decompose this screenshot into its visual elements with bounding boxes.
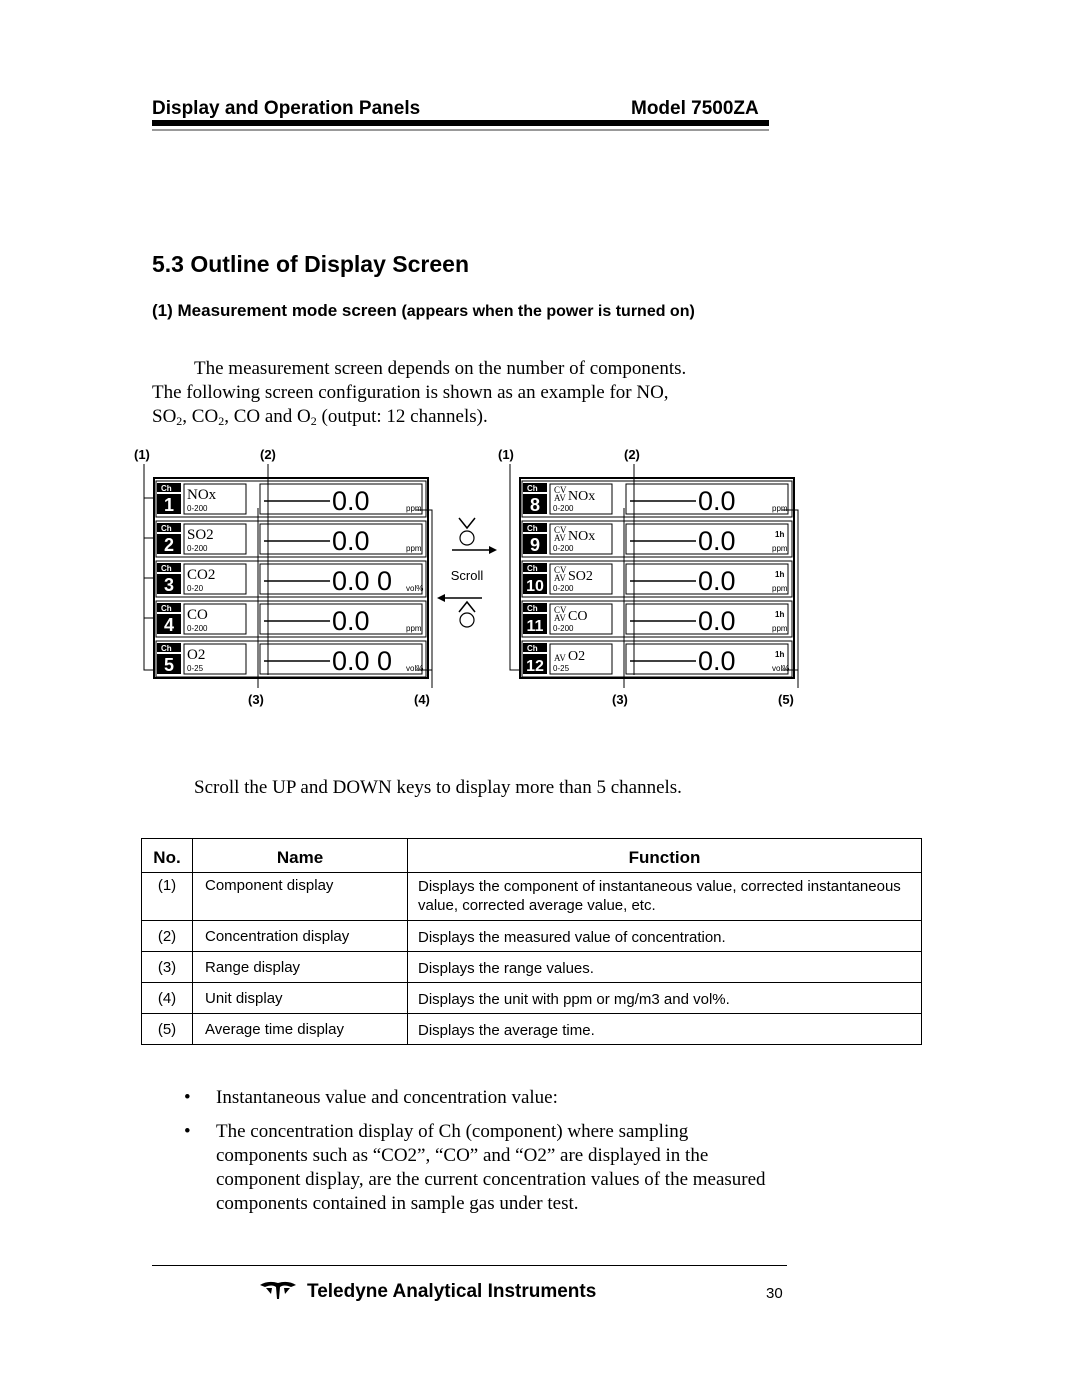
concentration-value: 0.0 — [698, 486, 736, 516]
scroll-note: Scroll the UP and DOWN keys to display more than 5 channels. — [194, 777, 682, 798]
component-name: NOx — [187, 487, 217, 503]
concentration-value: 0.0 — [332, 486, 370, 516]
component-name: NOx — [568, 529, 596, 544]
row-name: Range display — [193, 952, 408, 983]
range-text: 0-200 — [187, 504, 208, 513]
row-no: (3) — [142, 952, 193, 983]
callout-2: (2) — [624, 447, 640, 462]
component-name: O2 — [568, 649, 586, 664]
ch-label: Ch — [161, 484, 172, 493]
channel-number: 1 — [163, 495, 175, 515]
component-name: SO2 — [187, 527, 214, 543]
channel-number: 8 — [529, 495, 541, 515]
ch-label: Ch — [527, 644, 538, 653]
intro-line-3: $SO_2$, $CO_2$, CO and $O_2$ (output: 12 channels). — [152, 406, 488, 428]
range-text: 0-25 — [187, 664, 204, 673]
component-name: NOx — [568, 489, 596, 504]
intro-line-1: The measurement screen depends on the number of components. — [194, 358, 687, 379]
callout-4: (4) — [414, 692, 430, 707]
average-time: 1h — [775, 530, 785, 539]
average-time: 1h — [775, 650, 785, 659]
channel-number: 3 — [163, 575, 175, 595]
subsection-title — [152, 299, 772, 323]
bullet-text-2: The concentration display of Ch (component) where sampling components such as “CO2”, “CO” and “O2” are displayed in the component display, are the current concentration values of the measured components contained in sample gas under test. — [216, 1121, 766, 1214]
table-row — [142, 952, 922, 983]
av-label: AV — [554, 493, 566, 503]
range-text: 0-200 — [553, 584, 574, 593]
table-header-row — [142, 839, 922, 873]
row-no: (4) — [142, 983, 193, 1014]
running-header-left: Display and Operation Panels — [152, 98, 421, 119]
channel-number: 9 — [529, 535, 541, 555]
row-no: (1) — [142, 873, 193, 921]
cv-label: CV — [554, 525, 567, 535]
intro-paragraph — [152, 357, 772, 433]
av-label: AV — [554, 533, 566, 543]
unit-text: ppm — [772, 504, 788, 513]
key-circle-icon — [460, 531, 474, 545]
row-name: Unit display — [193, 983, 408, 1014]
component-name: CO — [568, 609, 588, 624]
av-label: AV — [554, 573, 566, 583]
channel-number: 12 — [526, 658, 544, 675]
subsection-main: (1) Measurement mode screen — [152, 301, 397, 320]
concentration-value: 0.0 — [698, 526, 736, 556]
function-table — [141, 838, 922, 1045]
average-time: 1h — [775, 610, 785, 619]
ch-label: Ch — [161, 524, 172, 533]
average-time: 1h — [775, 570, 785, 579]
row-name: Average time display — [193, 1014, 408, 1045]
component-name: CO2 — [187, 567, 216, 583]
running-header-right: Model 7500ZA — [631, 98, 759, 119]
range-text: 0-200 — [553, 624, 574, 633]
bullet-symbol: • — [184, 1087, 191, 1108]
channel-number: 11 — [526, 618, 544, 635]
callout-2: (2) — [260, 447, 276, 462]
footer-rule — [152, 1265, 787, 1266]
range-text: 0-200 — [553, 544, 574, 553]
footer-company: Teledyne Analytical Instruments — [307, 1281, 597, 1302]
cv-label: CV — [554, 485, 567, 495]
channel-number: 5 — [163, 655, 175, 675]
chevron-up-icon — [459, 602, 475, 612]
bullet-text-1: Instantaneous value and concentration value: — [216, 1087, 558, 1108]
intro-line-2: The following screen configuration is shown as an example for NO, — [152, 382, 669, 403]
section-title: 5.3 Outline of Display Screen — [152, 251, 469, 277]
concentration-value: 0.0 — [698, 606, 736, 636]
header-function: Function — [408, 839, 922, 873]
scroll-label: Scroll — [450, 568, 484, 583]
table-row — [142, 1014, 922, 1045]
arrow-left-head — [437, 594, 445, 602]
ch-label: Ch — [527, 524, 538, 533]
chevron-down-icon — [459, 518, 475, 528]
range-text: 0-200 — [187, 544, 208, 553]
unit-text: vol% — [406, 664, 424, 673]
concentration-value: 0.0 — [332, 526, 370, 556]
row-no: (5) — [142, 1014, 193, 1045]
callout-5: (5) — [778, 692, 794, 707]
channel-number: 10 — [526, 578, 544, 595]
header-name: Name — [193, 839, 408, 873]
callout-1: (1) — [134, 447, 150, 462]
component-name: CO — [187, 607, 208, 623]
subsection-note: (appears when the power is turned on) — [401, 303, 695, 320]
unit-text: ppm — [406, 624, 422, 633]
callout-3: (3) — [248, 692, 264, 707]
callout-1: (1) — [498, 447, 514, 462]
ch-label: Ch — [161, 564, 172, 573]
ch-label: Ch — [527, 564, 538, 573]
ch-label: Ch — [161, 604, 172, 613]
page-number: 30 — [766, 1285, 783, 1302]
row-function: Displays the component of instantaneous value, corrected instantaneous value, corrected average value, etc. — [408, 873, 922, 921]
range-text: 0-200 — [553, 504, 574, 513]
component-name: SO2 — [568, 569, 593, 584]
row-no: (2) — [142, 921, 193, 952]
table-row — [142, 873, 922, 921]
bullet-symbol: • — [184, 1121, 191, 1142]
teledyne-logo-icon — [258, 1279, 298, 1301]
header-no: No. — [142, 839, 193, 873]
row-name: Concentration display — [193, 921, 408, 952]
av-label: AV — [554, 613, 566, 623]
concentration-value: 0.0 — [698, 566, 736, 596]
cv-label: CV — [554, 605, 567, 615]
unit-text: ppm — [406, 544, 422, 553]
row-function: Displays the range values. — [408, 952, 922, 983]
unit-text: ppm — [772, 624, 788, 633]
unit-text: ppm — [772, 584, 788, 593]
ch-label: Ch — [527, 484, 538, 493]
concentration-value: 0.0 0 — [332, 566, 393, 596]
row-name: Component display — [193, 873, 408, 921]
unit-text: ppm — [772, 544, 788, 553]
range-text: 0-20 — [187, 584, 204, 593]
av-label: AV — [554, 653, 566, 663]
arrow-right-head — [489, 546, 497, 554]
range-text: 0-25 — [553, 664, 570, 673]
leader-line — [510, 464, 520, 670]
display-screen-figure — [120, 440, 820, 715]
concentration-value: 0.0 — [332, 606, 370, 636]
concentration-value: 0.0 — [698, 646, 736, 676]
channel-number: 4 — [163, 615, 175, 635]
ch-label: Ch — [161, 644, 172, 653]
ch-label: Ch — [527, 604, 538, 613]
header-rule — [152, 120, 769, 126]
table-row — [142, 921, 922, 952]
cv-label: CV — [554, 565, 567, 575]
row-function: Displays the unit with ppm or mg/m3 and vol%. — [408, 983, 922, 1014]
header-rule-shadow — [152, 129, 769, 131]
unit-text: vol% — [406, 584, 424, 593]
unit-text: vol% — [772, 664, 790, 673]
component-name: O2 — [187, 647, 206, 663]
row-function: Displays the measured value of concentration. — [408, 921, 922, 952]
channel-number: 2 — [163, 535, 175, 555]
table-row — [142, 983, 922, 1014]
concentration-value: 0.0 0 — [332, 646, 393, 676]
row-function: Displays the average time. — [408, 1014, 922, 1045]
key-circle-icon — [460, 613, 474, 627]
callout-3: (3) — [612, 692, 628, 707]
range-text: 0-200 — [187, 624, 208, 633]
leader-line — [144, 464, 154, 670]
unit-text: ppm — [406, 504, 422, 513]
